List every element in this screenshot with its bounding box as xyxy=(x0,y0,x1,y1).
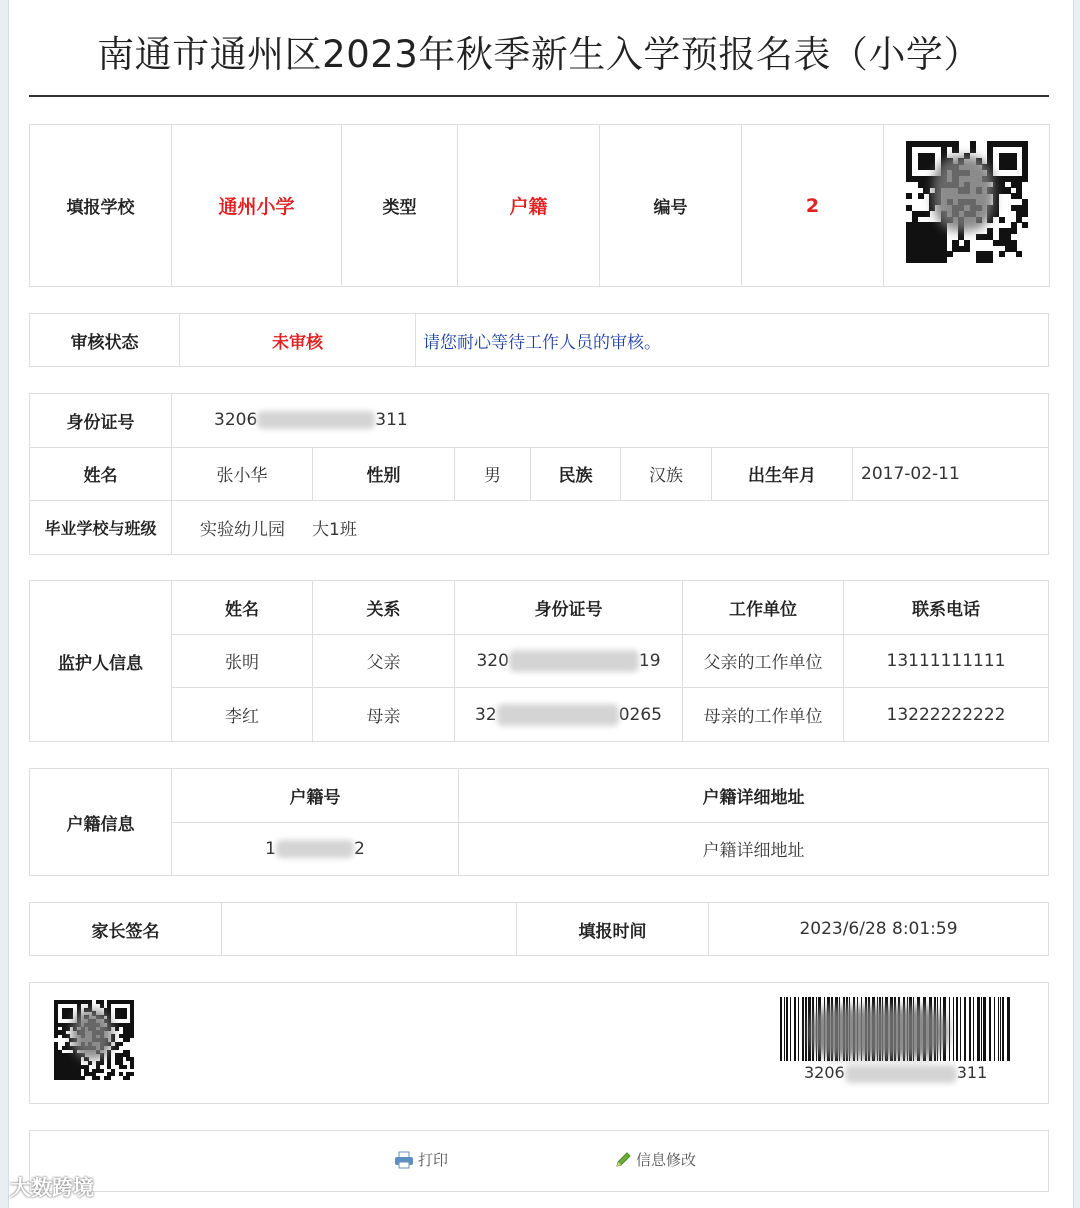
guardian-id-suffix: 0265 xyxy=(618,704,662,725)
title-rule xyxy=(29,95,1049,97)
school-value: 通州小学 xyxy=(172,125,342,287)
table-row xyxy=(30,634,1049,688)
ethnicity-label: 民族 xyxy=(531,447,621,501)
barcode-bar xyxy=(956,997,958,1061)
form-page xyxy=(8,0,1074,1208)
barcode-number xyxy=(804,1063,987,1083)
student-table xyxy=(29,393,1049,555)
student-id-prefix: 3206 xyxy=(214,410,258,431)
qr-module xyxy=(130,1072,134,1076)
barcode-bar xyxy=(973,997,974,1061)
edit-label: 信息修改 xyxy=(636,1151,697,1169)
barcode-prefix: 3206 xyxy=(804,1063,845,1082)
qr-module xyxy=(999,217,1005,223)
header-table xyxy=(29,124,1050,287)
qr-module xyxy=(115,1046,119,1050)
qr-module xyxy=(126,1038,130,1042)
school-label: 填报学校 xyxy=(30,125,172,287)
barcode-bar xyxy=(784,997,785,1061)
birth-label: 出生年月 xyxy=(712,447,853,501)
qr-module xyxy=(126,1076,130,1080)
number-label: 编号 xyxy=(600,125,742,287)
sign-table xyxy=(29,902,1049,956)
graduate-school-name: 实验幼儿园 xyxy=(200,520,285,541)
redaction-blur xyxy=(72,1010,112,1060)
guardian-relation: 父亲 xyxy=(313,634,455,688)
household-number-label: 户籍号 xyxy=(172,769,459,823)
guardian-id xyxy=(455,688,683,742)
guardian-col-phone: 联系电话 xyxy=(844,581,1049,635)
barcode-bar xyxy=(949,997,950,1061)
pencil-icon xyxy=(614,1151,632,1169)
student-name-label: 姓名 xyxy=(30,447,172,501)
guardian-id-prefix: 320 xyxy=(476,650,509,671)
guardian-work: 父亲的工作单位 xyxy=(683,634,844,688)
edit-button[interactable] xyxy=(614,1149,696,1170)
qr-module xyxy=(96,1076,100,1080)
codes-panel xyxy=(29,982,1049,1104)
barcode-suffix: 311 xyxy=(956,1063,988,1082)
qr-module xyxy=(964,246,970,252)
qr-module xyxy=(115,1027,119,1031)
guardian-col-id: 身份证号 xyxy=(455,581,683,635)
guardian-name: 李红 xyxy=(172,688,313,742)
qr-module xyxy=(923,211,929,217)
guardian-phone: 13111111111 xyxy=(844,634,1049,688)
ethnicity-value: 汉族 xyxy=(621,447,712,501)
guardian-id-prefix: 32 xyxy=(475,704,497,725)
table-row xyxy=(30,822,1049,876)
barcode-bar xyxy=(1002,997,1004,1061)
qr-module xyxy=(1016,251,1022,257)
household-address: 户籍详细地址 xyxy=(459,822,1049,876)
guardian-id-suffix: 19 xyxy=(638,650,661,671)
printer-icon xyxy=(394,1150,414,1170)
guardian-name: 张明 xyxy=(172,634,313,688)
qr-module xyxy=(952,147,958,153)
action-bar xyxy=(29,1130,1049,1192)
qr-module xyxy=(929,164,935,170)
guardian-relation: 母亲 xyxy=(313,688,455,742)
barcode-bar xyxy=(989,997,991,1061)
barcode-bar xyxy=(994,997,995,1061)
qr-module xyxy=(123,1015,127,1019)
qr-module xyxy=(81,1076,85,1080)
qr-module xyxy=(119,1042,123,1046)
qr-module xyxy=(970,147,976,153)
qr-module xyxy=(987,257,993,263)
number-value: 2 xyxy=(742,125,884,287)
barcode-bar xyxy=(998,997,999,1061)
qr-module xyxy=(111,1072,115,1076)
review-status: 未审核 xyxy=(180,314,416,367)
guardian-work: 母亲的工作单位 xyxy=(683,688,844,742)
household-number-suffix: 2 xyxy=(354,838,365,859)
qr-module xyxy=(918,193,924,199)
graduate-class: 大1班 xyxy=(312,520,357,541)
gender-label: 性别 xyxy=(313,447,455,501)
guardian-table xyxy=(29,580,1049,742)
parent-sign-label: 家长签名 xyxy=(30,903,222,956)
barcode-bar xyxy=(964,997,966,1061)
barcode-bar xyxy=(790,997,791,1061)
table-row xyxy=(30,688,1049,742)
student-name: 张小华 xyxy=(172,447,313,501)
type-value: 户籍 xyxy=(458,125,600,287)
qr-module xyxy=(88,1061,92,1065)
redaction-blur xyxy=(808,1007,948,1057)
qr-code-icon xyxy=(906,141,1028,263)
qr-module xyxy=(130,1034,134,1038)
student-id-label: 身份证号 xyxy=(30,394,172,448)
student-id-suffix: 311 xyxy=(375,410,408,431)
guardian-col-relation: 关系 xyxy=(313,581,455,635)
qr-module xyxy=(1011,164,1017,170)
barcode-bar xyxy=(805,997,807,1061)
household-section-label: 户籍信息 xyxy=(30,769,172,876)
barcode-bar xyxy=(786,997,788,1061)
barcode-bar xyxy=(1007,997,1010,1061)
redaction-blur xyxy=(845,1065,957,1083)
print-button[interactable] xyxy=(394,1149,448,1170)
qr-module xyxy=(69,1015,73,1019)
qr-module xyxy=(1011,228,1017,234)
qr-module xyxy=(100,1061,104,1065)
qr-module xyxy=(54,1034,58,1038)
household-number xyxy=(172,822,459,876)
graduate-school-value xyxy=(172,501,1049,555)
redaction-blur xyxy=(257,411,375,429)
barcode-bar xyxy=(953,997,954,1061)
redaction-blur xyxy=(276,840,354,858)
barcode-bar xyxy=(794,997,796,1061)
barcode-bar xyxy=(798,997,799,1061)
guardian-phone: 13222222222 xyxy=(844,688,1049,742)
qr-module xyxy=(1022,176,1028,182)
parent-sign-value xyxy=(222,903,517,956)
print-label: 打印 xyxy=(418,1151,449,1169)
barcode-bar xyxy=(802,997,804,1061)
type-label: 类型 xyxy=(342,125,458,287)
barcode-icon xyxy=(780,997,1012,1063)
student-id-value xyxy=(172,394,1049,448)
redaction-blur xyxy=(497,704,619,726)
qr-module xyxy=(947,251,953,257)
qr-module xyxy=(65,1027,69,1031)
graduate-school-label: 毕业学校与班级 xyxy=(30,501,172,555)
barcode-bar xyxy=(981,997,982,1061)
qr-module xyxy=(906,193,912,199)
barcode-bar xyxy=(983,997,986,1061)
qr-module xyxy=(941,257,947,263)
qr-module xyxy=(1022,222,1028,228)
watermark: 大数跨境 xyxy=(10,1176,94,1200)
qr-module xyxy=(1022,211,1028,217)
barcode-bar xyxy=(780,997,782,1061)
barcode-bar xyxy=(1000,997,1001,1061)
review-message: 请您耐心等待工作人员的审核。 xyxy=(416,314,1049,367)
page-title: 南通市通州区2023年秋季新生入学预报名表（小学） xyxy=(97,33,981,76)
birth-value: 2017-02-11 xyxy=(853,447,1049,501)
barcode-bar xyxy=(969,997,971,1061)
household-number-prefix: 1 xyxy=(265,838,276,859)
household-table xyxy=(29,768,1049,876)
barcode-bar xyxy=(977,997,980,1061)
qr-cell xyxy=(884,125,1050,287)
qr-code-icon xyxy=(54,1000,134,1080)
qr-module xyxy=(999,251,1005,257)
barcode-bar xyxy=(960,997,961,1061)
review-label: 审核状态 xyxy=(30,314,180,367)
qr-module xyxy=(107,1076,111,1080)
guardian-section-label: 监护人信息 xyxy=(30,581,172,742)
guardian-id xyxy=(455,634,683,688)
qr-module xyxy=(130,1065,134,1069)
guardian-col-work: 工作单位 xyxy=(683,581,844,635)
redaction-blur xyxy=(509,650,639,672)
review-table xyxy=(29,313,1049,367)
fill-time-value: 2023/6/28 8:01:59 xyxy=(709,903,1049,956)
qr-module xyxy=(123,1065,127,1069)
guardian-col-name: 姓名 xyxy=(172,581,313,635)
redaction-blur xyxy=(933,156,994,232)
qr-module xyxy=(100,1069,104,1073)
gender-value: 男 xyxy=(455,447,531,501)
household-address-label: 户籍详细地址 xyxy=(459,769,1049,823)
fill-time-label: 填报时间 xyxy=(517,903,709,956)
